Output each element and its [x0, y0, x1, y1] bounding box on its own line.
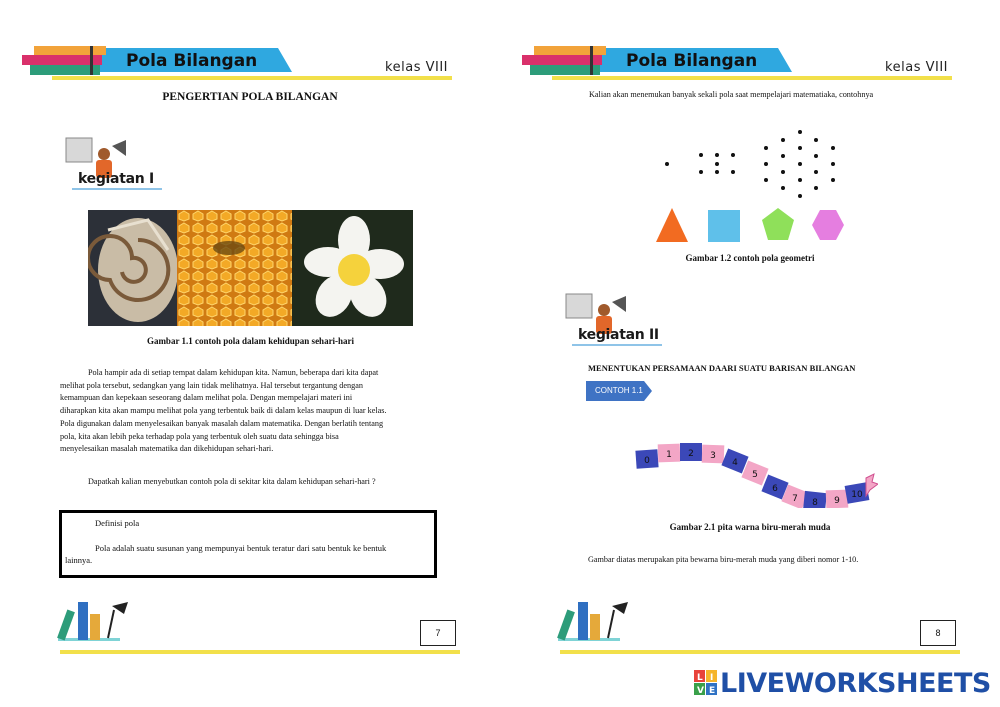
paragraph-line: menyelesaikan masalah matematika dan dikehidupan sehari-hari. [60, 444, 274, 454]
figure-caption-1-2: Gambar 1.2 contoh pola geometri [685, 253, 815, 263]
paragraph-line: Pola digunakan dalam menyelesaikan banyak masalah dalam matematika. Dengan berlatih tentang [60, 418, 384, 428]
ribbon-segment [635, 449, 658, 468]
ribbon-segment [826, 490, 849, 508]
icon-letter: E [709, 686, 716, 696]
ribbon-number-label: 0 [644, 456, 650, 466]
paragraph-line: pola, kita akan lebih peka terhadap pola yang terbentuk oleh suatu data sehingga bisa [60, 431, 339, 441]
paragraph-line: Pola hampir ada di setiap tempat dalam kehidupan kita. Namun, beberapa dari kita dapat [88, 368, 379, 377]
ribbon-number-label: 9 [834, 496, 840, 506]
example-button-label: CONTOH 1.1 [595, 386, 643, 395]
ribbon-number-label: 6 [772, 484, 778, 494]
header-class-label: kelas VIII [385, 60, 448, 75]
right-page [500, 0, 1000, 707]
ribbon-number-label: 2 [688, 449, 694, 459]
activity-badge [64, 134, 174, 196]
footer [550, 600, 960, 656]
footer [50, 600, 460, 656]
definition-text-line1: Pola adalah suatu susunan yang mempunyai bentuk teratur dari satu bentuk ke bentuk [95, 543, 387, 553]
header-title: Pola Bilangan [126, 51, 258, 71]
figure-caption-1-1: Gambar 1.1 contoh pola dalam kehidupan sehari-hari [146, 336, 355, 346]
paragraph-line: kemampuan dan kepekaan seseorang dalam melihat pola. Dengan mempelajari materi ini [60, 393, 353, 403]
paragraph-line: melihat pola tersebut, sedangkan yang lain tidak melihatnya. Hal tersebut tergantung dengan [60, 380, 363, 390]
intro-text: Kalian akan menemukan banyak sekali pola saat mempelajari matematiaka, contohnya [589, 90, 874, 99]
ribbon-number-label: 4 [732, 458, 738, 468]
ribbon-segment [803, 491, 827, 508]
icon-letter: L [697, 673, 703, 683]
header-title: Pola Bilangan [626, 51, 758, 71]
liveworksheets-icon [694, 670, 718, 696]
intro-paragraph [60, 367, 440, 456]
ribbon-number-label: 8 [812, 498, 818, 508]
figure-caption-2-1: Gambar 2.1 pita warna biru-merah muda [669, 522, 831, 532]
hexagon-shape [812, 210, 844, 240]
dot-pattern-figure [650, 124, 850, 206]
activity-badge [564, 290, 674, 352]
paragraph-line: diharapkan kita akan mampu melihat pola yang terbentuk baik di dalam kelas maupun di luar kelas. [60, 406, 387, 416]
books-lamp-icon [50, 600, 460, 656]
page-number: 7 [420, 620, 456, 646]
question-text: Dapatkah kalian menyebutkan contoh pola di sekitar kita dalam kehidupan sehari-hari ? [88, 477, 376, 486]
triangle-shape [656, 208, 688, 242]
definition-box [59, 510, 437, 578]
ribbon-segment [680, 443, 702, 461]
frangipani-flower-photo [292, 210, 413, 326]
liveworksheets-brand-text: LIVEWORKSHEETS [720, 668, 991, 699]
definition-text-line2: lainnya. [65, 555, 93, 565]
nautilus-shell-photo [88, 210, 177, 326]
activity-label: kegiatan I [78, 171, 154, 187]
ribbon-number-label: 3 [710, 451, 716, 461]
ribbon-description: Gambar diatas merupakan pita bewarna biru-merah muda yang diberi nomor 1-10. [588, 555, 859, 564]
example-1-1-button[interactable] [586, 381, 652, 401]
ribbon-number-label: 1 [666, 450, 672, 460]
numbered-ribbon-figure [628, 428, 878, 508]
ribbon-segment [702, 445, 725, 464]
ribbon-number-label: 10 [851, 490, 863, 500]
activity-label: kegiatan II [578, 327, 659, 343]
honeycomb-photo [177, 210, 292, 326]
liveworksheets-logo[interactable] [694, 668, 990, 698]
section-title: PENGERTIAN POLA BILANGAN [162, 91, 338, 103]
ribbon-segment [658, 444, 681, 463]
definition-heading: Definisi pola [95, 518, 140, 528]
header-class-label: kelas VIII [885, 60, 948, 75]
square-shape [708, 210, 740, 242]
page-number: 8 [920, 620, 956, 646]
books-lamp-icon [550, 600, 960, 656]
icon-letter: I [710, 673, 714, 683]
header-banner [522, 46, 952, 82]
section-subheading: MENENTUKAN PERSAMAAN DAARI SUATU BARISAN BILANGAN [588, 363, 856, 373]
ribbon-number-label: 5 [752, 470, 758, 480]
ribbon-tail-shape [866, 474, 878, 496]
geometric-shapes-figure [652, 206, 852, 246]
pentagon-shape [762, 208, 794, 240]
header-banner [22, 46, 452, 82]
ribbon-number-label: 7 [792, 494, 798, 504]
icon-letter: V [697, 686, 704, 696]
